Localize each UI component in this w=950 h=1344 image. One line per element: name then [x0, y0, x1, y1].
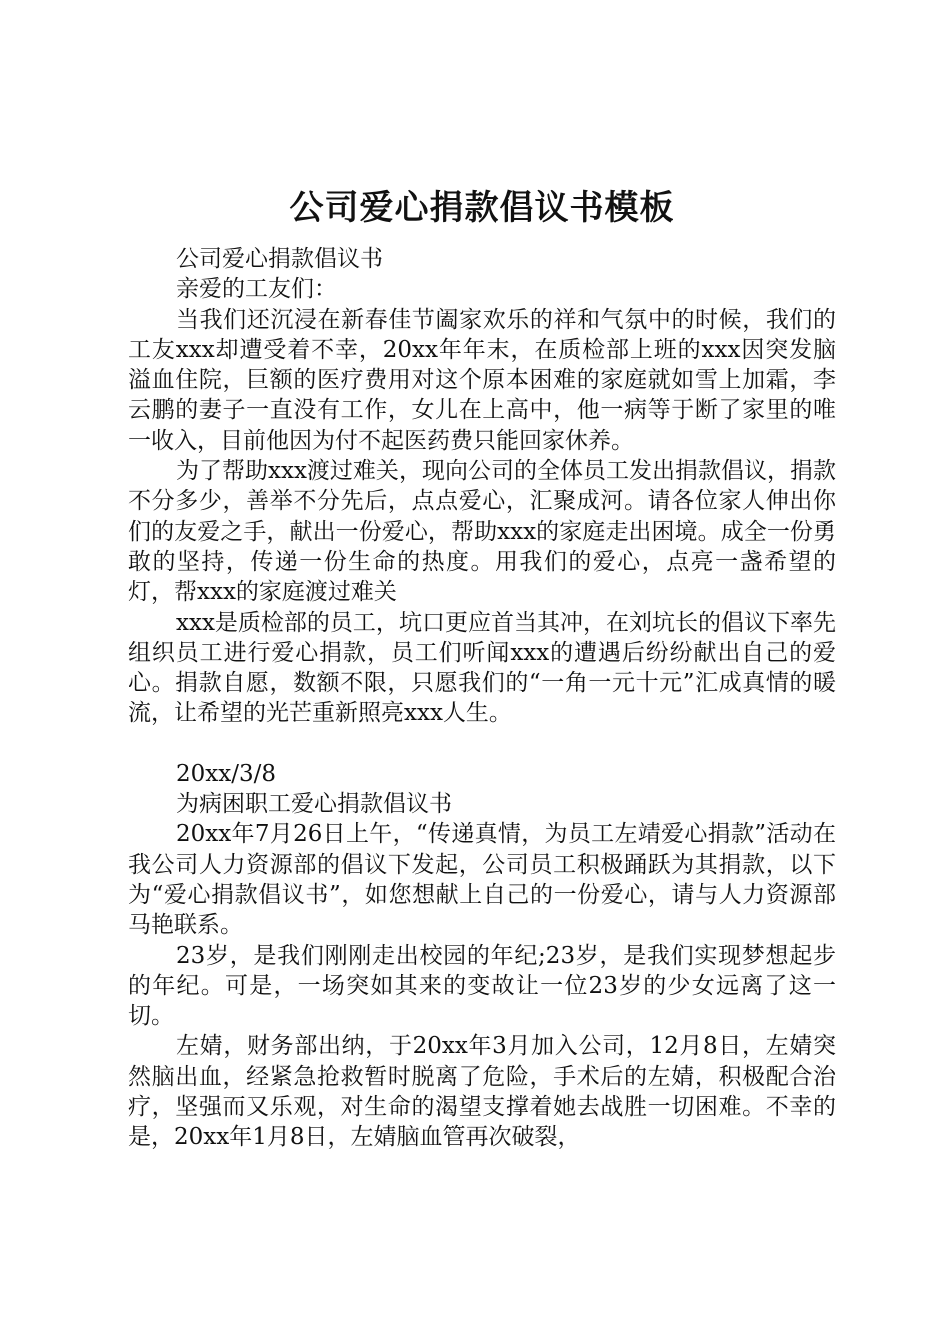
document-page	[128, 180, 836, 1153]
section-heading: 为病困职工爱心捐款倡议书	[176, 791, 452, 818]
salutation: 亲爱的工友们：	[176, 276, 337, 303]
blank-line	[128, 729, 836, 759]
section-heading: 公司爱心捐款倡议书	[176, 246, 383, 272]
document-title: 公司爱心捐款倡议书模板	[289, 188, 675, 228]
paragraph: 左婧，财务部出纳，于20xx年3月加入公司，12月8日，左婧突然脑出血，经紧急抢救暂时脱离了危险，手术后的左婧，积极配合治疗，坚强而又乐观，对生命的渴望支撑着她去战胜一切困难。不幸的是，20xx年1月8日，左婧脑血管再次破裂，	[128, 1033, 836, 1151]
paragraph: 23岁，是我们刚刚走出校园的年纪;23岁，是我们实现梦想起步的年纪。可是，一场突如其来的变故让一位23岁的少女远离了这一切。	[128, 942, 836, 1030]
date-line: 20xx/3/8	[176, 760, 276, 787]
paragraph: 当我们还沉浸在新春佳节阖家欢乐的祥和气氛中的时候，我们的工友xxx却遭受着不幸，20xx年年末，在质检部上班的xxx因突发脑溢血住院，巨额的医疗费用对这个原本困难的家庭就如雪上加霜，李云鹏的妻子一直没有工作，女儿在上高中，他一病等于断了家里的唯一收入，目前他因为付不起医药费只能回家休养。	[128, 306, 836, 454]
paragraph: xxx是质检部的员工，坑口更应首当其冲，在刘坑长的倡议下率先组织员工进行爱心捐款，员工们听闻xxx的遭遇后纷纷献出自己的爱心。捐款自愿，数额不限，只愿我们的“一角一元十元”汇成真情的暖流，让希望的光芒重新照亮xxx人生。	[128, 609, 836, 727]
paragraph: 20xx年7月26日上午，“传递真情，为员工左靖爱心捐款”活动在我公司人力资源部的倡议下发起，公司员工积极踊跃为其捐款，以下为“爱心捐款倡议书”，如您想献上自己的一份爱心，请与人力资源部马艳联系。	[128, 821, 836, 939]
paragraph: 为了帮助xxx渡过难关，现向公司的全体员工发出捐款倡议，捐款不分多少，善举不分先后，点点爱心，汇聚成河。请各位家人伸出你们的友爱之手，献出一份爱心，帮助xxx的家庭走出困境。成全一份勇敢的坚持，传递一份生命的热度。用我们的爱心，点亮一盏希望的灯，帮xxx的家庭渡过难关	[128, 458, 836, 606]
